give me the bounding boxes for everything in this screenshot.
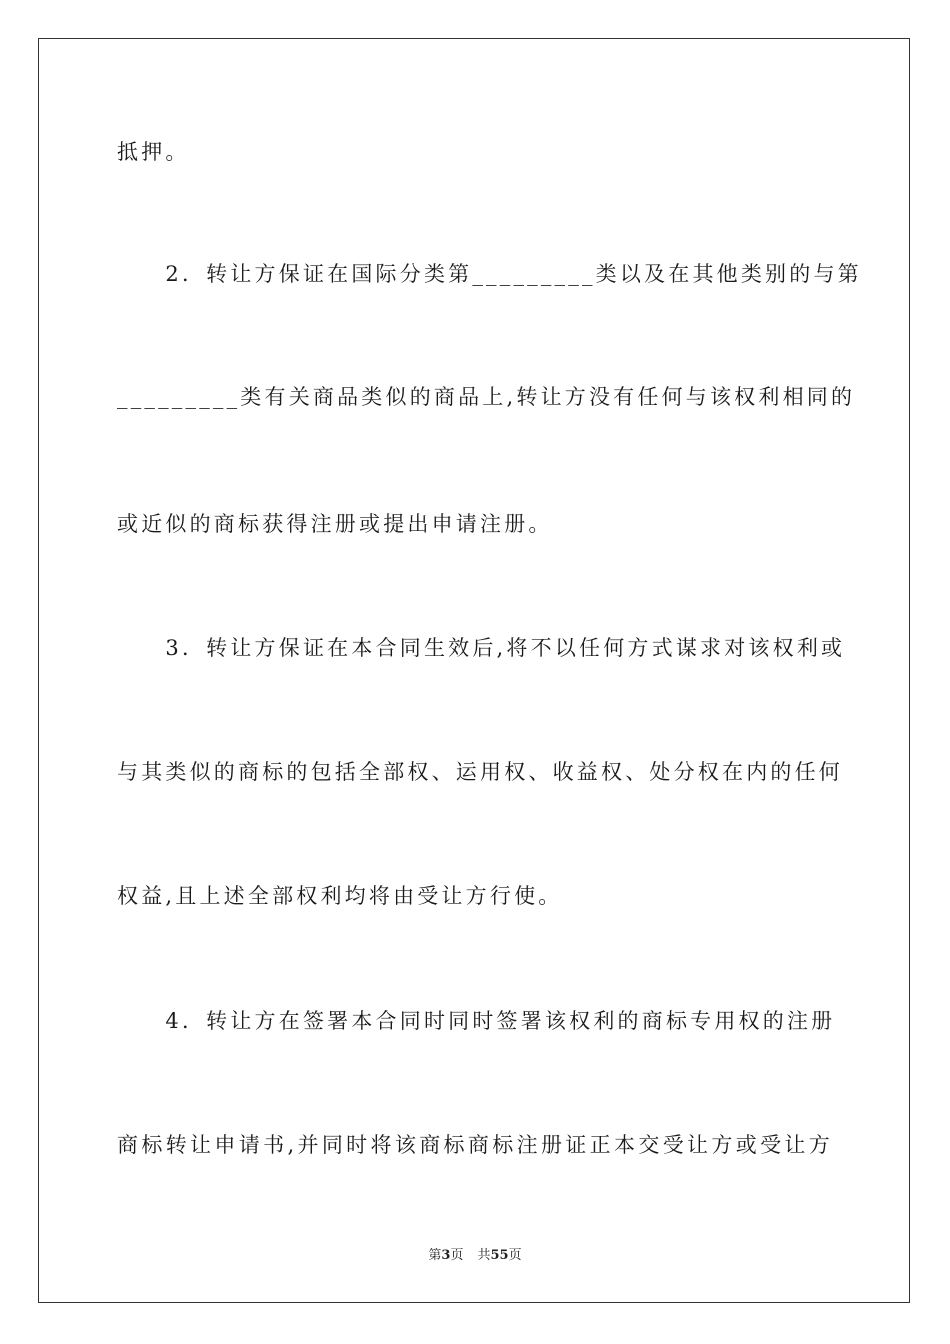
text-line-5: 3．转让方保证在本合同生效后,将不以任何方式谋求对该权利或 bbox=[117, 636, 846, 660]
text-line-8: 4．转让方在签署本合同时同时签署该权利的商标专用权的注册 bbox=[117, 1009, 836, 1033]
text-line-4: 或近似的商标获得注册或提出申请注册。 bbox=[117, 512, 553, 536]
page-border bbox=[38, 38, 910, 1303]
page-suffix: 页 bbox=[450, 1248, 464, 1263]
page-number: 3 bbox=[441, 1248, 451, 1263]
text-line-6: 与其类似的商标的包括全部权、运用权、收益权、处分权在内的任何 bbox=[117, 760, 843, 784]
page-prefix: 第 bbox=[428, 1248, 442, 1263]
text-line-2: 2．转让方保证在国际分类第_________类以及在其他类别的与第 bbox=[117, 262, 862, 286]
total-suffix: 页 bbox=[508, 1248, 522, 1263]
text-line-7: 权益,且上述全部权利均将由受让方行使。 bbox=[117, 884, 563, 908]
total-pages: 55 bbox=[490, 1248, 509, 1263]
text-line-9: 商标转让申请书,并同时将该商标商标注册证正本交受让方或受让方 bbox=[117, 1133, 833, 1157]
total-prefix: 共 bbox=[477, 1248, 491, 1263]
text-line-3: _________类有关商品类似的商品上,转让方没有任何与该权利相同的 bbox=[117, 385, 856, 409]
text-line-1: 抵押。 bbox=[117, 140, 190, 164]
page-footer bbox=[0, 1244, 950, 1263]
